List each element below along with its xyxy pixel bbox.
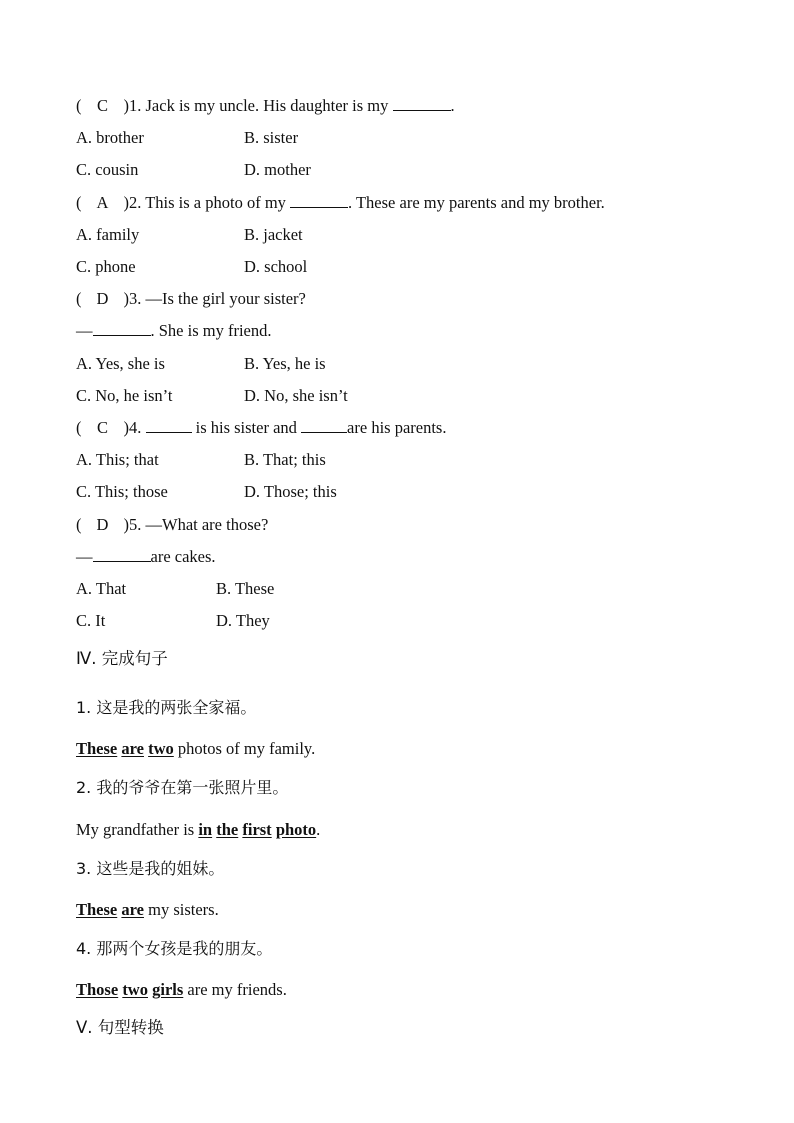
option-5d: D. They [216, 611, 270, 630]
answer-5: D [96, 515, 109, 534]
section-4-item-1-en [76, 739, 315, 759]
section-4-title: Ⅳ. 完成句子 [76, 649, 168, 668]
answer-word: two [122, 980, 148, 999]
option-2c: C. phone [76, 257, 136, 276]
sentence-text: photos of my family. [173, 739, 316, 758]
option-3d: D. No, she isn’t [244, 386, 348, 405]
answer-word: the [216, 820, 239, 839]
option-4c: C. This; those [76, 482, 168, 501]
question-4: ( C )4. is his sister and are his parents. [76, 418, 447, 437]
answer-word: girls [152, 980, 184, 999]
option-5c: C. It [76, 611, 106, 630]
option-4a: A. This; that [76, 450, 159, 469]
option-4d: D. Those; this [244, 482, 337, 501]
blank [301, 418, 347, 433]
option-4b: B. That; this [244, 450, 326, 469]
option-5a: A. That [76, 579, 127, 598]
sentence-text: my sisters. [143, 900, 219, 919]
question-3-reply: — . She is my friend. [76, 321, 272, 340]
option-2d: D. school [244, 257, 308, 276]
section-4-item-2-en [76, 820, 320, 840]
answer-word: are [121, 900, 144, 919]
section-4-item-4-en [76, 980, 287, 1000]
answer-word: photo [275, 820, 317, 839]
option-1d: D. mother [244, 160, 311, 179]
blank [93, 321, 151, 336]
section-4-item-3-en [76, 900, 219, 920]
section-4-item-1-zh: 1. 这是我的两张全家福。 [76, 698, 257, 717]
option-3a: A. Yes, she is [76, 354, 165, 373]
option-2b: B. jacket [244, 225, 303, 244]
answer-word: first [242, 820, 272, 839]
answer-word: are [121, 739, 144, 758]
option-3b: B. Yes, he is [244, 354, 326, 373]
sentence-text: are my friends. [183, 980, 287, 999]
option-2a: A. family [76, 225, 140, 244]
answer-word: two [148, 739, 174, 758]
sentence-text: . [316, 820, 321, 839]
answer-4: C [96, 418, 108, 437]
option-1a: A. brother [76, 128, 144, 147]
answer-1: C [96, 96, 108, 115]
answer-word: in [198, 820, 213, 839]
section-4-item-4-zh: 4. 那两个女孩是我的朋友。 [76, 939, 273, 958]
answer-2: A [96, 193, 109, 212]
section-4-item-2-zh: 2. 我的爷爷在第一张照片里。 [76, 778, 289, 797]
question-5-reply: — are cakes. [76, 547, 216, 566]
answer-3: D [96, 289, 109, 308]
blank [290, 193, 348, 208]
sentence-text: My grandfather is [76, 820, 199, 839]
blank [93, 547, 151, 562]
blank [393, 96, 451, 111]
question-1: ( C )1. Jack is my uncle. His daughter is my . [76, 96, 455, 115]
option-1b: B. sister [244, 128, 299, 147]
answer-word: These [76, 739, 118, 758]
section-5-title: Ⅴ. 句型转换 [76, 1018, 164, 1037]
option-1c: C. cousin [76, 160, 139, 179]
answer-word: These [76, 900, 118, 919]
blank [146, 418, 192, 433]
answer-word: Those [76, 980, 119, 999]
option-3c: C. No, he isn’t [76, 386, 173, 405]
question-3: ( D )3. —Is the girl your sister? [76, 289, 306, 308]
section-4-item-3-zh: 3. 这些是我的姐妹。 [76, 859, 225, 878]
question-2: ( A )2. This is a photo of my . These are my parents and my brother. [76, 193, 605, 212]
question-5: ( D )5. —What are those? [76, 515, 269, 534]
option-5b: B. These [216, 579, 275, 598]
